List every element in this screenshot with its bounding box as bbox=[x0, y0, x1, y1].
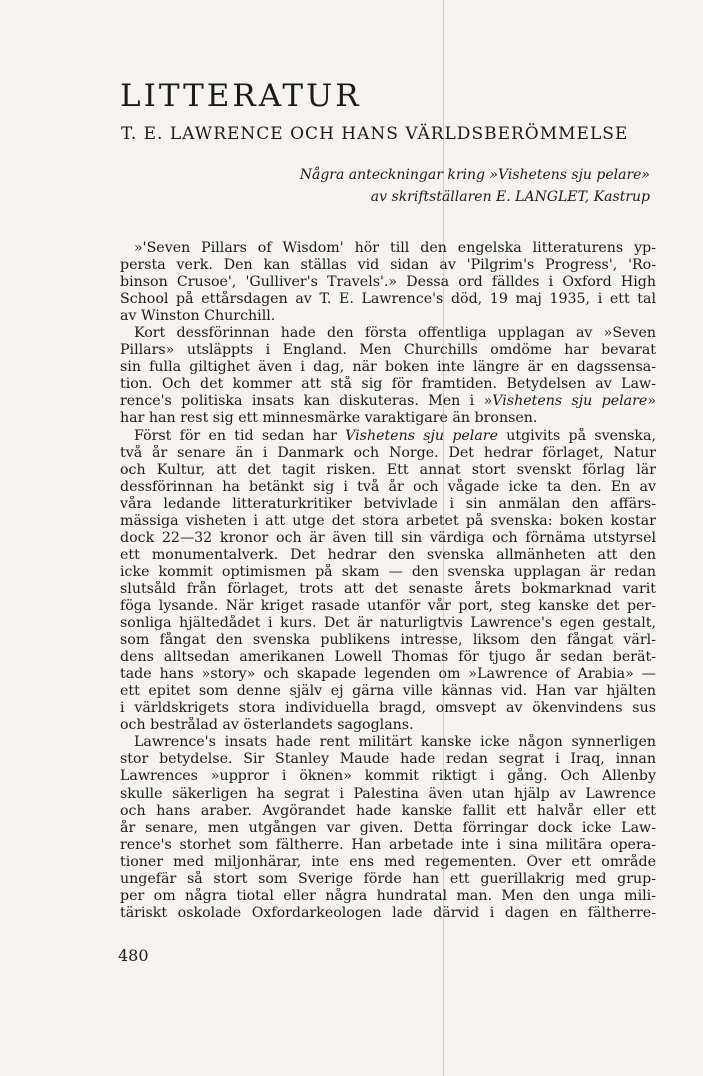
body-line: Kort dessförinnan hade den första offentliga upplagan av »Seven bbox=[134, 325, 656, 342]
body-line: dessförinnan ha betänkt sig i två år och vågade icke ta den. En av bbox=[120, 478, 656, 495]
body-line: School på ettårsdagen av T. E. Lawrence's död, 19 maj 1935, i ett tal bbox=[120, 291, 656, 308]
body-line: dock 22—32 kronor och är även till sin värdiga och förnäma utstyrsel bbox=[120, 529, 656, 546]
body-line: persta verk. Den kan ställas vid sidan av 'Pilgrim's Progress', 'Ro- bbox=[120, 257, 656, 274]
body-line: och Kultur, att det tagit risken. Ett annat stort svenskt förlag lär bbox=[120, 461, 656, 478]
body-line: ungefär så stort som Sverige förde han ett guerillakrig med grup- bbox=[120, 870, 656, 887]
body-line: ett epitet som denne själv ej gärna ville kännas vid. Han var hjälten bbox=[120, 683, 656, 700]
body-line: Lawrences »uppror i öknen» kommit riktigt i gång. Och Allenby bbox=[120, 768, 656, 785]
body-line: tioner med miljonhärar, inte ens med regementen. Över ett område bbox=[120, 853, 656, 870]
book-title-italic: Vishetens sju pelare bbox=[345, 427, 498, 444]
body-line: per om några tiotal eller några hundratal man. Men den unga mili- bbox=[120, 887, 656, 904]
body-line: Pillars» utsläppts i England. Men Churchills omdöme har bevarat bbox=[120, 342, 656, 359]
book-title-italic: Vishetens sju pelare bbox=[492, 393, 648, 410]
section-heading: LITTERATUR bbox=[120, 78, 362, 114]
body-line: år senare, men utgången var given. Detta förringar dock icke Law- bbox=[120, 819, 656, 836]
body-line: föga lysande. När kriget rasade utanför vår port, steg kanske det per- bbox=[120, 597, 656, 614]
body-line: rence's storhet som fältherre. Han arbetade inte i sina militära opera- bbox=[120, 836, 656, 853]
body-line: rence's politiska insats kan diskuteras. Men i »Vishetens sju pelare» bbox=[120, 393, 656, 410]
body-line: icke kommit optimismen på skam — den svenska upplagan är redan bbox=[120, 563, 656, 580]
body-line: tade hans »story» och skapade legenden om »Lawrence of Arabia» — bbox=[120, 666, 656, 683]
article-title: T. E. LAWRENCE OCH HANS VÄRLDSBERÖMMELSE bbox=[121, 124, 629, 144]
body-line: våra ledande litteraturkritiker betvivlade i sin anmälan den affärs- bbox=[120, 495, 656, 512]
body-line: skulle säkerligen ha segrat i Palestina även utan hjälp av Lawrence bbox=[120, 785, 656, 802]
body-line: sonliga hjältedådet i kurs. Det är naturligtvis Lawrence's egen gestalt, bbox=[120, 615, 656, 632]
article-byline bbox=[300, 164, 650, 208]
body-line: som fångat den svenska publikens intresse, liksom den fångat värl- bbox=[120, 632, 656, 649]
body-line: ett monumentalverk. Det hedrar den svenska allmänheten att den bbox=[120, 546, 656, 563]
body-line: och hans araber. Avgörandet hade kanske fallit ett halvår eller ett bbox=[120, 802, 656, 819]
body-line: tion. Och det kommer att stå sig för framtiden. Betydelsen av Law- bbox=[120, 376, 656, 393]
body-line: sin fulla giltighet även i dag, när boken inte längre är en dagssensa- bbox=[120, 359, 656, 376]
body-line: slutsåld från förlaget, trots att det senaste årets bokmarknad varit bbox=[120, 580, 656, 597]
article-body bbox=[120, 240, 656, 922]
body-line: »'Seven Pillars of Wisdom' hör till den engelska litteraturens yp- bbox=[134, 240, 656, 256]
body-line: dens alltsedan amerikanen Lowell Thomas för tjugo år sedan berät- bbox=[120, 649, 656, 666]
body-line: stor betydelse. Sir Stanley Maude hade redan segrat i Iraq, innan bbox=[120, 751, 656, 768]
body-line: i världskrigets stora individuella bragd, omsvept av ökenvindens sus bbox=[120, 700, 656, 717]
byline-author: av skriftställaren E. LANGLET, Kastrup bbox=[370, 189, 650, 205]
body-line: mässiga visheten i att utge det stora arbetet på svenska: boken kostar bbox=[120, 512, 656, 529]
body-line: av Winston Churchill. bbox=[120, 308, 276, 325]
body-line: binson Crusoe', 'Gulliver's Travels'.» Dessa ord fälldes i Oxford High bbox=[120, 274, 656, 291]
byline-subtitle: Några anteckningar kring »Vishetens sju pelare» bbox=[299, 167, 650, 183]
body-line: Lawrence's insats hade rent militärt kanske icke någon synnerligen bbox=[134, 734, 656, 751]
page-number: 480 bbox=[118, 946, 149, 965]
body-line: har han rest sig ett minnesmärke varaktigare än bronsen. bbox=[120, 410, 538, 427]
body-line: två år senare än i Danmark och Norge. Det hedrar förlaget, Natur bbox=[120, 444, 656, 461]
body-line: och bestrålad av österlandets sagoglans. bbox=[120, 717, 414, 734]
body-line: täriskt oskolade Oxfordarkeologen lade därvid i dagen en fältherre- bbox=[120, 904, 656, 921]
body-line: Först för en tid sedan har Vishetens sju pelare utgivits på svenska, bbox=[134, 427, 656, 444]
